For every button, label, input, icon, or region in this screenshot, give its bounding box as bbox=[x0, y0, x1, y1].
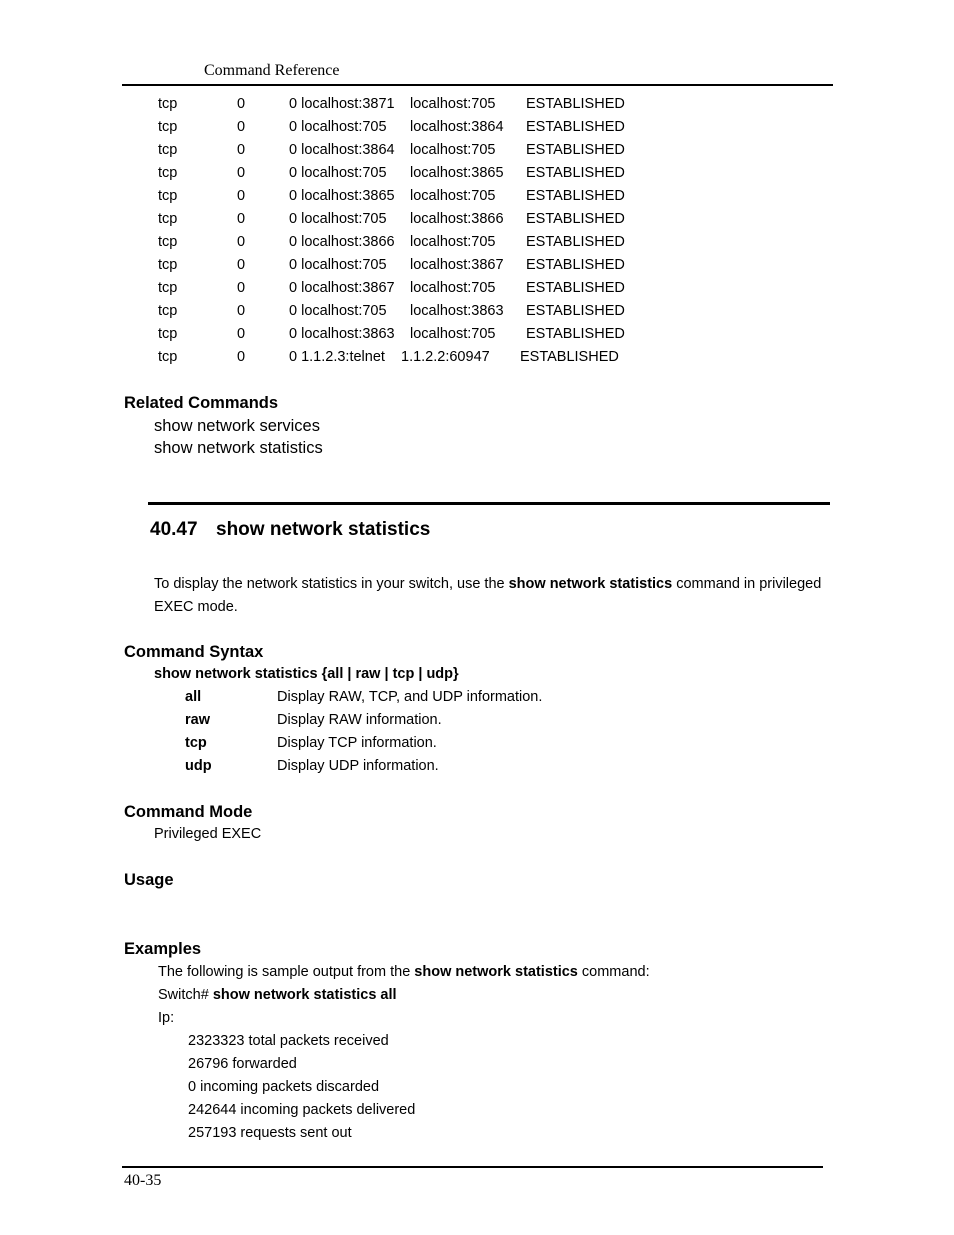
param-description: Display RAW, TCP, and UDP information. bbox=[277, 689, 543, 705]
command-syntax: show network statistics {all | raw | tcp | udp} bbox=[154, 666, 459, 682]
netstat-state-cell: ESTABLISHED bbox=[526, 280, 625, 296]
netstat-recv-cell: 0 bbox=[237, 165, 246, 181]
netstat-state-cell: ESTABLISHED bbox=[526, 188, 625, 204]
netstat-proto-cell: tcp bbox=[158, 119, 178, 135]
netstat-local-cell: 0 localhost:3865 bbox=[289, 188, 395, 204]
running-header: Command Reference bbox=[204, 62, 340, 79]
netstat-recv-cell: 0 bbox=[237, 280, 246, 296]
netstat-proto-cell: tcp bbox=[158, 211, 178, 227]
param-keyword: raw bbox=[185, 712, 210, 728]
syntax-param-row bbox=[0, 756, 954, 779]
netstat-proto-cell: tcp bbox=[158, 165, 178, 181]
netstat-row bbox=[0, 347, 954, 370]
example-command-line bbox=[158, 987, 397, 1003]
param-keyword: all bbox=[185, 689, 202, 705]
header-rule bbox=[122, 84, 833, 86]
netstat-foreign-cell: localhost:3866 bbox=[410, 211, 504, 227]
param-description: Display UDP information. bbox=[277, 758, 439, 774]
netstat-local-cell: 0 localhost:3866 bbox=[289, 234, 395, 250]
netstat-state-cell: ESTABLISHED bbox=[526, 96, 625, 112]
netstat-recv-cell: 0 bbox=[237, 188, 246, 204]
netstat-row bbox=[0, 140, 954, 163]
description-text: To display the network statistics in your switch, use the bbox=[154, 576, 509, 592]
netstat-proto-cell: tcp bbox=[158, 257, 178, 273]
netstat-local-cell: 0 localhost:705 bbox=[289, 303, 387, 319]
param-description: Display RAW information. bbox=[277, 712, 442, 728]
netstat-local-cell: 0 localhost:3871 bbox=[289, 96, 395, 112]
syntax-param-row bbox=[0, 733, 954, 756]
param-keyword: tcp bbox=[185, 735, 207, 751]
netstat-local-cell: 0 1.1.2.3:telnet bbox=[289, 349, 385, 365]
netstat-local-cell: 0 localhost:705 bbox=[289, 119, 387, 135]
netstat-proto-cell: tcp bbox=[158, 349, 178, 365]
netstat-local-cell: 0 localhost:3863 bbox=[289, 326, 395, 342]
netstat-recv-cell: 0 bbox=[237, 96, 246, 112]
netstat-foreign-cell: localhost:705 bbox=[410, 188, 496, 204]
netstat-recv-cell: 0 bbox=[237, 349, 246, 365]
netstat-proto-cell: tcp bbox=[158, 280, 178, 296]
netstat-row bbox=[0, 232, 954, 255]
cli-command: show network statistics all bbox=[212, 987, 397, 1003]
netstat-proto-cell: tcp bbox=[158, 142, 178, 158]
netstat-state-cell: ESTABLISHED bbox=[526, 211, 625, 227]
netstat-row bbox=[0, 186, 954, 209]
param-description: Display TCP information. bbox=[277, 735, 437, 751]
related-commands-heading: Related Commands bbox=[124, 394, 279, 412]
netstat-recv-cell: 0 bbox=[237, 326, 246, 342]
netstat-proto-cell: tcp bbox=[158, 303, 178, 319]
param-keyword: udp bbox=[185, 758, 212, 774]
page-number: 40-35 bbox=[124, 1172, 162, 1189]
section-rule bbox=[148, 502, 830, 505]
usage-heading: Usage bbox=[124, 871, 174, 889]
syntax-param-row bbox=[0, 710, 954, 733]
netstat-row bbox=[0, 301, 954, 324]
syntax-parameters bbox=[0, 687, 954, 779]
section-number: 40.47 bbox=[150, 519, 198, 540]
netstat-local-cell: 0 localhost:3864 bbox=[289, 142, 395, 158]
netstat-row bbox=[0, 278, 954, 301]
section-title bbox=[150, 519, 430, 541]
statistic-line: 26796 forwarded bbox=[188, 1056, 297, 1072]
statistic-line: 242644 incoming packets delivered bbox=[188, 1102, 416, 1118]
netstat-foreign-cell: localhost:3865 bbox=[410, 165, 504, 181]
section-description bbox=[154, 573, 844, 619]
netstat-foreign-cell: localhost:3863 bbox=[410, 303, 504, 319]
command-syntax-heading: Command Syntax bbox=[124, 643, 264, 661]
netstat-state-cell: ESTABLISHED bbox=[526, 119, 625, 135]
netstat-local-cell: 0 localhost:3867 bbox=[289, 280, 395, 296]
netstat-state-cell: ESTABLISHED bbox=[526, 165, 625, 181]
netstat-recv-cell: 0 bbox=[237, 211, 246, 227]
netstat-foreign-cell: localhost:705 bbox=[410, 280, 496, 296]
netstat-row bbox=[0, 209, 954, 232]
netstat-recv-cell: 0 bbox=[237, 257, 246, 273]
intro-text: The following is sample output from the bbox=[158, 964, 415, 980]
netstat-local-cell: 0 localhost:705 bbox=[289, 257, 387, 273]
netstat-state-cell: ESTABLISHED bbox=[526, 257, 625, 273]
netstat-row bbox=[0, 117, 954, 140]
syntax-param-row bbox=[0, 687, 954, 710]
intro-text: command: bbox=[577, 964, 650, 980]
netstat-foreign-cell: 1.1.2.2:60947 bbox=[401, 349, 490, 365]
section-title-text: show network statistics bbox=[216, 519, 431, 540]
command-mode-heading: Command Mode bbox=[124, 803, 253, 821]
command-mode-value: Privileged EXEC bbox=[154, 826, 262, 842]
netstat-foreign-cell: localhost:705 bbox=[410, 142, 496, 158]
netstat-proto-cell: tcp bbox=[158, 234, 178, 250]
footer-rule bbox=[122, 1166, 823, 1168]
netstat-row bbox=[0, 163, 954, 186]
netstat-recv-cell: 0 bbox=[237, 234, 246, 250]
netstat-recv-cell: 0 bbox=[237, 303, 246, 319]
intro-command: show network statistics bbox=[414, 964, 578, 980]
examples-heading: Examples bbox=[124, 940, 202, 958]
related-command-link[interactable]: show network statistics bbox=[154, 439, 323, 457]
netstat-recv-cell: 0 bbox=[237, 119, 246, 135]
cli-prompt: Switch# bbox=[158, 987, 213, 1003]
example-statistics bbox=[188, 1030, 415, 1145]
examples-intro bbox=[158, 964, 650, 980]
example-ip-label: Ip: bbox=[158, 1010, 175, 1026]
netstat-foreign-cell: localhost:3867 bbox=[410, 257, 504, 273]
description-text: command in privileged EXEC mode. bbox=[154, 576, 822, 615]
netstat-state-cell: ESTABLISHED bbox=[526, 326, 625, 342]
netstat-proto-cell: tcp bbox=[158, 96, 178, 112]
netstat-proto-cell: tcp bbox=[158, 326, 178, 342]
netstat-row bbox=[0, 94, 954, 117]
netstat-foreign-cell: localhost:705 bbox=[410, 234, 496, 250]
description-command: show network statistics bbox=[508, 576, 673, 592]
netstat-state-cell: ESTABLISHED bbox=[526, 142, 625, 158]
netstat-local-cell: 0 localhost:705 bbox=[289, 211, 387, 227]
netstat-proto-cell: tcp bbox=[158, 188, 178, 204]
related-command-link[interactable]: show network services bbox=[154, 417, 320, 435]
netstat-recv-cell: 0 bbox=[237, 142, 246, 158]
netstat-output bbox=[0, 94, 954, 370]
netstat-state-cell: ESTABLISHED bbox=[526, 234, 625, 250]
statistic-line: 0 incoming packets discarded bbox=[188, 1079, 380, 1095]
statistic-line: 257193 requests sent out bbox=[188, 1125, 352, 1141]
netstat-row bbox=[0, 324, 954, 347]
netstat-foreign-cell: localhost:705 bbox=[410, 96, 496, 112]
netstat-row bbox=[0, 255, 954, 278]
netstat-state-cell: ESTABLISHED bbox=[520, 349, 619, 365]
netstat-state-cell: ESTABLISHED bbox=[526, 303, 625, 319]
netstat-foreign-cell: localhost:3864 bbox=[410, 119, 504, 135]
netstat-local-cell: 0 localhost:705 bbox=[289, 165, 387, 181]
statistic-line: 2323323 total packets received bbox=[188, 1033, 389, 1049]
netstat-foreign-cell: localhost:705 bbox=[410, 326, 496, 342]
